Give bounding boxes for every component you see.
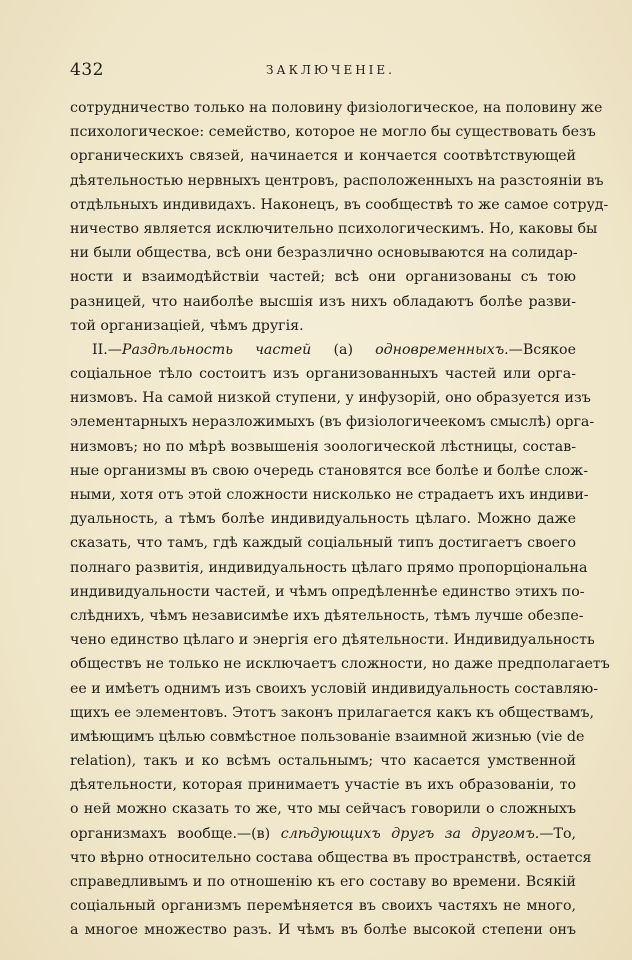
italic-text: Раздѣльность частей xyxy=(121,341,312,358)
text-line xyxy=(70,797,576,821)
text-line xyxy=(70,483,589,507)
text-line xyxy=(70,362,576,386)
text-line xyxy=(70,410,595,434)
text-line xyxy=(70,338,576,362)
text-segment: отдѣльныхъ индивидахъ. Наконецъ, въ сообществѣ то же самое сотруд- xyxy=(70,196,609,213)
text-segment: ни были общества, всѣ они безразлично основываются на солидар- xyxy=(70,245,578,262)
text-line xyxy=(70,507,576,531)
text-line xyxy=(70,435,576,459)
text-segment: организмахъ вообще.—(в) xyxy=(70,825,281,842)
text-line xyxy=(70,217,598,241)
text-line xyxy=(70,701,595,725)
text-segment: слѣднихъ, чѣмъ независимѣе ихъ дѣятельность, тѣмъ лучше обезпе- xyxy=(70,607,584,624)
text-segment: ные организмы въ свою очередь становятся все болѣе и болѣе слож- xyxy=(70,462,588,479)
text-line xyxy=(70,531,576,555)
text-segment: —То, xyxy=(539,825,576,842)
text-segment: (а) xyxy=(311,341,376,358)
text-segment: чено единство цѣлаго и энергія его дѣятельности. Индивидуальность xyxy=(70,632,595,649)
text-line xyxy=(70,773,576,797)
text-line xyxy=(70,193,609,217)
text-segment: элементарныхъ неразложимыхъ (въ физіологичеекомъ смыслѣ) орга- xyxy=(70,414,595,431)
text-line xyxy=(70,386,591,410)
text-line xyxy=(70,580,585,604)
text-line xyxy=(70,870,576,894)
text-segment: имѣющимъ цѣлью совмѣстное пользованіе взаимной жизнью (vie de xyxy=(70,728,585,745)
text-line xyxy=(70,725,585,749)
text-segment: психологическое: семейство, которое не могло бы существовать безъ xyxy=(70,124,596,141)
text-line xyxy=(70,749,576,773)
text-segment: дѣятельности, которая принимаетъ участіе въ ихъ образованіи, то xyxy=(70,777,576,794)
text-segment: дѣятельностью нервныхъ центровъ, расположенныхъ на разстояніи въ xyxy=(70,172,604,189)
text-segment: что вѣрно относительно состава общества въ пространствѣ, остается xyxy=(70,849,592,866)
text-line xyxy=(70,241,576,265)
text-segment: ее и имѣетъ однимъ изъ своихъ условій индивидуальность составляю- xyxy=(70,680,599,697)
text-segment: обществъ не только не исключаетъ сложности, но даже предполагаетъ xyxy=(70,656,610,673)
text-segment: низмовъ; но по мѣрѣ возвышенія зоологической лѣстницы, состав- xyxy=(70,438,576,455)
text-segment: индивидуальности частей, и чѣмъ опредѣленнѣе единство этихъ по- xyxy=(70,583,585,600)
text-line xyxy=(70,459,588,483)
text-line xyxy=(70,169,604,193)
text-line xyxy=(70,677,599,701)
text-segment: сотрудничество только на половину физіологическое, на половину же xyxy=(70,100,603,116)
text-segment: —Всякое xyxy=(508,341,576,358)
text-line xyxy=(70,96,603,120)
italic-text: одновременныхъ. xyxy=(375,341,509,358)
text-segment: ными, хотя отъ этой сложности нисколько не страдаетъ ихъ индиви- xyxy=(70,487,589,503)
text-line xyxy=(70,652,610,676)
text-segment: полнаго развитія, индивидуальность цѣлаго прямо пропорціональна xyxy=(70,559,588,576)
text-line xyxy=(70,822,576,846)
text-line xyxy=(70,290,576,314)
text-segment: щихъ ее элементовъ. Этотъ законъ прилагается какъ къ обществамъ, xyxy=(70,704,595,721)
text-line xyxy=(70,604,584,628)
text-segment: соціальный организмъ перемѣняется въ своихъ частяхъ не много, xyxy=(70,898,576,915)
body-text xyxy=(70,96,610,943)
text-line xyxy=(70,628,595,652)
page-header xyxy=(70,60,580,84)
text-segment: дуальность, а тѣмъ болѣе индивидуальность цѣлаго. Можно даже xyxy=(70,511,576,528)
text-segment: органическихъ связей, начинается и кончается соотвѣтствующей xyxy=(70,148,576,165)
text-line xyxy=(70,314,576,338)
text-segment: соціальное тѣло состоитъ изъ организованныхъ частей или орга- xyxy=(70,366,576,383)
text-segment: ности и взаимодѣйствіи частей; всѣ они организованы съ тою xyxy=(70,269,576,286)
text-segment: II.— xyxy=(92,341,122,358)
text-line xyxy=(70,144,576,168)
text-line xyxy=(70,120,596,144)
text-segment: низмовъ. На самой низкой ступени, у инфузорій, оно образуется изъ xyxy=(70,390,591,407)
italic-text: слѣдующихъ другъ за другомъ. xyxy=(280,825,540,842)
text-line xyxy=(70,894,576,918)
text-segment: relation), такъ и ко всѣмъ остальнымъ; что касается умственной xyxy=(70,753,576,770)
running-head: ЗАКЛЮЧЕНІЕ. xyxy=(266,63,395,77)
text-segment: той организаціей, чѣмъ другія. xyxy=(70,317,304,334)
page-number: 432 xyxy=(70,60,104,80)
text-line xyxy=(70,265,576,289)
text-line xyxy=(70,918,576,942)
text-segment: о ней можно сказать то же, что мы сейчасъ говорили о сложныхъ xyxy=(70,801,576,818)
text-segment: сказать, что тамъ, гдѣ каждый соціальный типъ достигаетъ своего xyxy=(70,535,576,552)
text-line xyxy=(70,556,588,580)
text-segment: ничество является исключительно психологическимъ. Но, каковы бы xyxy=(70,220,598,237)
text-segment: разницей, что наиболѣе высшія изъ нихъ обладаютъ болѣе разви- xyxy=(70,293,576,310)
text-line xyxy=(70,846,592,870)
text-segment: справедливымъ и по отношенію къ его составу во времени. Всякій xyxy=(70,874,576,890)
text-segment: а многое множество разъ. И чѣмъ въ болѣе высокой степени онъ xyxy=(70,922,576,939)
